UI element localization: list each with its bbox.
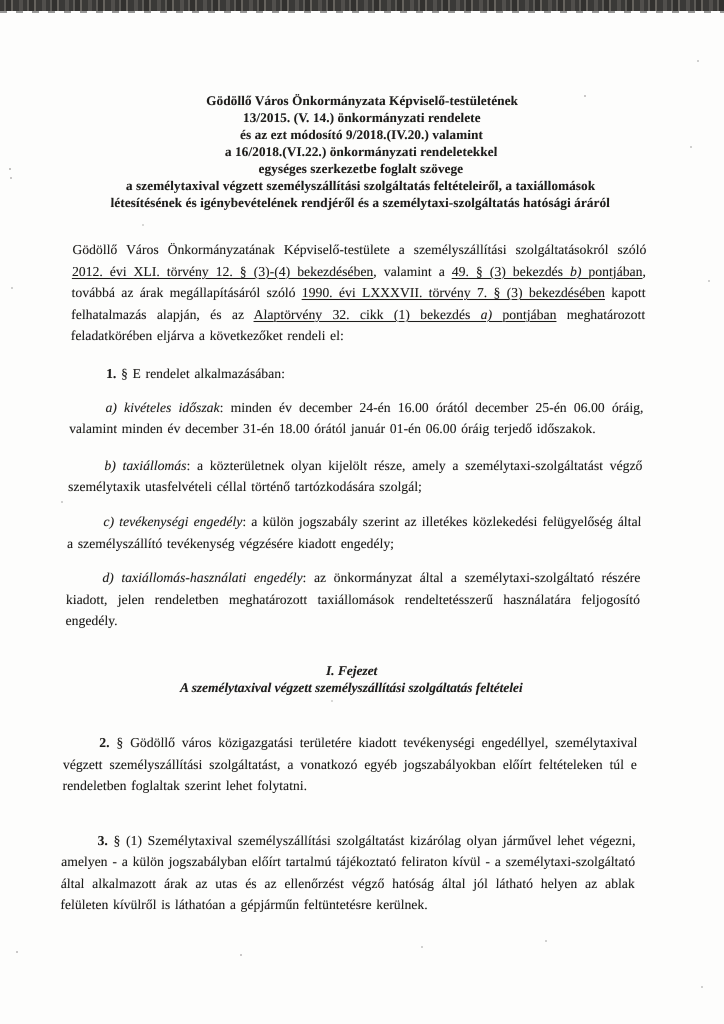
definition-item-a [69,397,644,440]
text-run: 49. § (3) bekezdés [451,263,571,279]
text-run: : a külön jogszabály szerint az illetékes közlekedési felügyelőség által a személyszállító tevékenység végzésére kiadott engedély; [66,513,642,551]
definition-item-c [67,511,642,554]
chapter-heading [64,662,639,697]
text-run: pontjában [581,263,643,279]
title-line-7: létesítésének és igénybevételének rendjéről és a személytaxi-szolgáltatás hatósági áráról [110,195,611,210]
text-run: d) taxiállomás-használati engedély [102,570,303,586]
text-run: 2012. évi XLI. törvény 12. § (3)-(4) bekezdésében [71,263,374,279]
text-run: § E rendelet alkalmazásában: [116,365,286,381]
text-run: c) tevékenységi engedély [103,513,243,529]
text-run: a) kivételes időszak [105,399,220,415]
chapter-number: I. Fejezet [325,662,378,678]
text-run: 1. [106,365,117,381]
title-line-1: Gödöllő Város Önkormányzata Képviselő-testületének [206,93,519,108]
section-3-paragraph [60,830,636,916]
text-run: § (1) Személytaxival személyszállítási szolgáltatást kizárólag olyan járművel lehet végezni, amelyen - a külön jogszabályban előírt tartalmú tájékoztató feliraton kívül - a személytaxi-szolgáltató által alkalmazott árak az utas és az ellenőrzést végző hatóság által jól látható helyen az ablak felületen kívülről is láthatóan a gépjárműn feltüntetésre kerülnek. [60,832,636,913]
text-run: 1990. évi LXXXVII. törvény 7. § (3) bekezdésében [301,285,606,301]
title-line-6: a személytaxival végzett személyszállítási szolgáltatás feltételeiről, a taxiállomások [125,178,596,193]
preamble-paragraph [71,239,647,347]
text-run: 3. [97,832,109,848]
section-1-lead [70,363,644,385]
text-run: § Gödöllő város közigazgatási területére kiadott tevékenységi engedéllyel, személytaxival végzett személyszállítási szolgáltatást, a vonatkozó egyéb jogszabályokban előírt feltételeken túl e rendeletben foglaltak szerint lehet folytatni. [62,734,638,794]
text-run: kapott felhatalmazás alapján, és az [71,285,646,322]
text-run: : minden év december 24-én 16.00 órától december 25-én 06.00 óráig, valamint minden év december 31-én 18.00 órától január 01-én 06.00 óráig terjedő időszakok. [69,399,644,437]
text-run: Gödöllő Város Önkormányzatának Képviselő-testülete a személyszállítási szolgáltatásokról szóló [72,242,647,257]
section-2-paragraph [62,732,637,797]
text-run: , továbbá az árak megállapításáról szóló [71,263,647,301]
title-line-4: a 16/2018.(VI.22.) önkormányzati rendeletekkel [224,144,498,159]
text-run: Alaptörvény 32. cikk (1) bekezdés [253,306,481,322]
text-run: 2. [99,734,110,750]
text-run: pontjában [492,306,557,322]
title-line-2: 13/2015. (V. 14.) önkormányzati rendelete [242,110,481,125]
chapter-title: A személytaxival végzett személyszállítási szolgáltatás feltételei [179,680,523,696]
text-run: meghatározott feladatkörében eljárva a következőket rendeli el: [70,306,646,344]
text-run: b) taxiállomás [104,457,187,473]
text-run: : az önkormányzat által a személytaxi-szolgáltató részére kiadott, jelen rendeletben meghatározott taxiállomások rendeltetésszerű használatára feljogosító engedély. [65,570,641,629]
text-run: b) [569,263,582,279]
definition-item-b [68,455,643,498]
text-run: a) [480,306,493,322]
title-line-3: és az ezt módosító 9/2018.(IV.20.) valamint [239,127,484,142]
definition-item-d [65,567,640,632]
document-content [60,0,651,916]
scan-noise-specks [9,168,11,170]
text-run: : a közterületnek olyan kijelölt része, amely a személytaxi-szolgáltatást végző személytaxik utasfelvételi céllal történő tartózkodására szolgál; [67,457,643,495]
text-run: , valamint a [373,263,453,279]
document-title [59,92,663,211]
title-line-5: egységes szerkezetbe foglalt szövege [258,161,464,176]
